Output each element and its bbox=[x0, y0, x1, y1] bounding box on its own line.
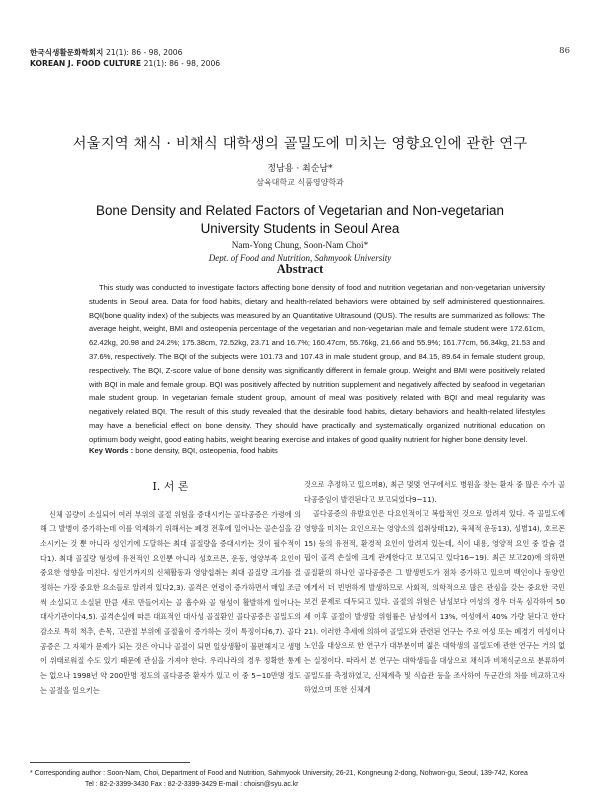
page-number: 86 bbox=[559, 46, 570, 56]
footnote-divider bbox=[30, 762, 190, 763]
paragraph-intro-2: 골다공증의 유발요인은 다요인적이고 복합적인 것으로 알려져 있다. 즉 골밀도에 영향을 미치는 요인으로는 영양소의 섭취상태12), 육체적 운동13), 성별14), 호르몬15) 등의 유전적, 환경적 요인이 알려져 있는데, 식이 내용, 영양적 요인 중 칼슘 결핍이 골격 손실에 크게 관계한다고 보고되고 있다16~19). 최근 보고20)에 의하면 골질환의 하나인 골다공증은 그 발생빈도가 점차 증가하고 있으며 백인이나 동양인에게서 더 빈번하게 발생하므로 사회적, 의학적으로 많은 관심을 갖는 중요한 국민 보건 문제로 대두되고 있다. 골절의 위험은 남성보다 여성의 경우 더욱 심각하여 50세 이후 골절이 발생할 위험률은 남성에서 13%, 여성에서 40% 가량 된다고 한다21). 이러한 추세에 의하여 골밀도와 관련된 연구는 주로 여성 또는 폐경기 여성이나 노인을 대상으로 한 연구가 대부분이며 젊은 대학생의 골밀도에 관한 연구는 거의 없는 실정이다. 따라서 본 연구는 대학생들을 대상으로 채식과 비채식군으로 분류하여 골밀도를 측정하였고, 신체계측 및 식습관 등을 조사하여 두군간의 차를 비교하고자 하였으며 또한 신체계 bbox=[304, 509, 565, 695]
title-english-line1: Bone Density and Related Factors of Vegetarian and Non-vegetarian bbox=[96, 203, 504, 218]
authors-korean: 정남용 · 최순남* bbox=[267, 164, 333, 174]
paragraph-intro-continued: 것으로 추정하고 있으며8), 최근 몇몇 연구에서도 병원을 찾는 환자 중 많은 수가 골다공증임이 발견된다고 보고되었다9~11). bbox=[304, 480, 565, 504]
title-korean: 서울지역 채식 · 비채식 대학생의 골밀도에 미치는 영향요인에 관한 연구 bbox=[72, 136, 528, 152]
abstract-body: This study was conducted to investigate factors affecting bone density of food and nutrition vegetarian and non-vegetarian university students in Seoul area. Data for food habits, dietary and health-related behaviors were obtained by self administered questionnaires. BQI(bone quality index) of the subjects was measured by an Quantitative Ultrasound (QUS). The results are summarized as follows: The average height, weight, BMI and osteopenia percentage of the vegetarian and non-vegetarian male and female student were 172.61cm, 62.42kg, 20.98 and 24.2%; 175.38cm, 72.52kg, 23.71 and 16.7%; 160.47cm, 55.76kg, 21.66 and 55.9%; 161.77cm, 56.34kg, 21.53 and 37.6%, respectively. The BQI of the subjects were 101.73 and 107.43 in male student group, and 84.15, 89.64 in female student group, respectively. The BQI, Z-score value of bone density was significantly different in female group. Weight and BMI were positively related with BQI in male and female group. BQI was positively affected by nutrition supplement and negatively affected by seafood in vegetarian male student group. In vegetarian female student group, amount of meal was positively related with BQI and meal regularity was negatively related BQI. The result of this study revealed that the desirable food habits, dietary behaviors and health-related lifestyles may have a beneficial effect on bone density. They should have practically and systematically organized nutritional education on optimum body weight, good eating habits, weight bearing exercise and intakes of good quality nutrient for higher bone density level. bbox=[89, 283, 545, 444]
footnote-contact: Tel : 82-2-3399-3430 Fax : 82-2-3399-3429 E-mail : choisn@syu.ac.kr bbox=[85, 781, 299, 788]
journal-header bbox=[30, 47, 220, 69]
abstract-heading: Abstract bbox=[276, 262, 324, 276]
title-english bbox=[0, 202, 600, 238]
journal-name-en: KOREAN J. FOOD CULTURE bbox=[30, 59, 142, 68]
column-left bbox=[40, 478, 301, 698]
title-english-line2: University Students in Seoul Area bbox=[200, 221, 400, 236]
authors-english: Nam-Yong Chung, Soon-Nam Choi* bbox=[231, 240, 369, 250]
journal-issue-ko: 21(1): 86 - 98, 2006 bbox=[106, 48, 183, 57]
footnote-author: * Corresponding author : Soon-Nam, Choi, Department of Food and Nutrition, Sahmyook University, 26-21, Kongneung 2-dong, Nohwon-gu, Seoul, 139-742, Korea bbox=[30, 770, 528, 777]
paragraph-intro-1: 신체 골량이 소실되어 여러 부위의 골절 위험을 증대시키는 골다공증은 가령에 의해 그 발병이 증가하는데 이를 억제하기 위해서는 폐경 전후에 일어나는 골손실을 감소시키는 것 뿐 아니라 성인기에 도달하는 최대 골질량을 증대시키는 것이 필수적이다1). 최대 골질량 형성에 유전적인 요인뿐 아니라 성호르몬, 운동, 영양부족 요인이 중요한 영향을 미친다. 성인기까지의 신체활동과 영양섭취는 최대 골질량 크기를 결정하는 가장 중요한 요소들로 알려져 있다2,3). 골격은 연령이 증가하면서 매일 조금씩 소실되고 소실된 만큼 새로 만들어지는 골 흡수와 골 형성이 활발하게 일어나는 대사기관이다4,5). 골격손실에 따른 대표적인 대사성 골질환인 골다공증은 골밀도의 감소로 특히 척추, 손목, 고관절 부위에 골절율이 증가하는 것이 특징이다6,7). 골다공증은 그 자체가 문제가 되는 것은 아니나 골절이 되면 일상생활이 불편해지고 생명이 위태로워질 수도 있기 때문에 관심을 가져야 한다. 우리나라의 경우 정확한 통계는 없으나 1998년 약 200만명 정도의 골다공증 환자가 있고 이 중 5~10만명 정도는 골절을 일으키는 bbox=[40, 509, 301, 695]
keywords-list: bone density, BQI, osteopenia, food habits bbox=[135, 446, 278, 455]
footnote bbox=[30, 768, 575, 790]
section-heading-introduction: I. 서 론 bbox=[152, 480, 189, 493]
journal-name-ko: 한국식생활문화학회지 bbox=[30, 48, 104, 57]
keywords-label: Key Words : bbox=[89, 446, 134, 455]
keywords bbox=[89, 446, 545, 455]
affiliation-korean: 삼육대학교 식품영양학과 bbox=[256, 178, 344, 187]
column-right bbox=[304, 478, 565, 698]
department-english: Dept. of Food and Nutrition, Sahmyook University bbox=[208, 253, 392, 263]
journal-issue-en: 21(1): 86 - 98, 2006 bbox=[143, 59, 221, 68]
